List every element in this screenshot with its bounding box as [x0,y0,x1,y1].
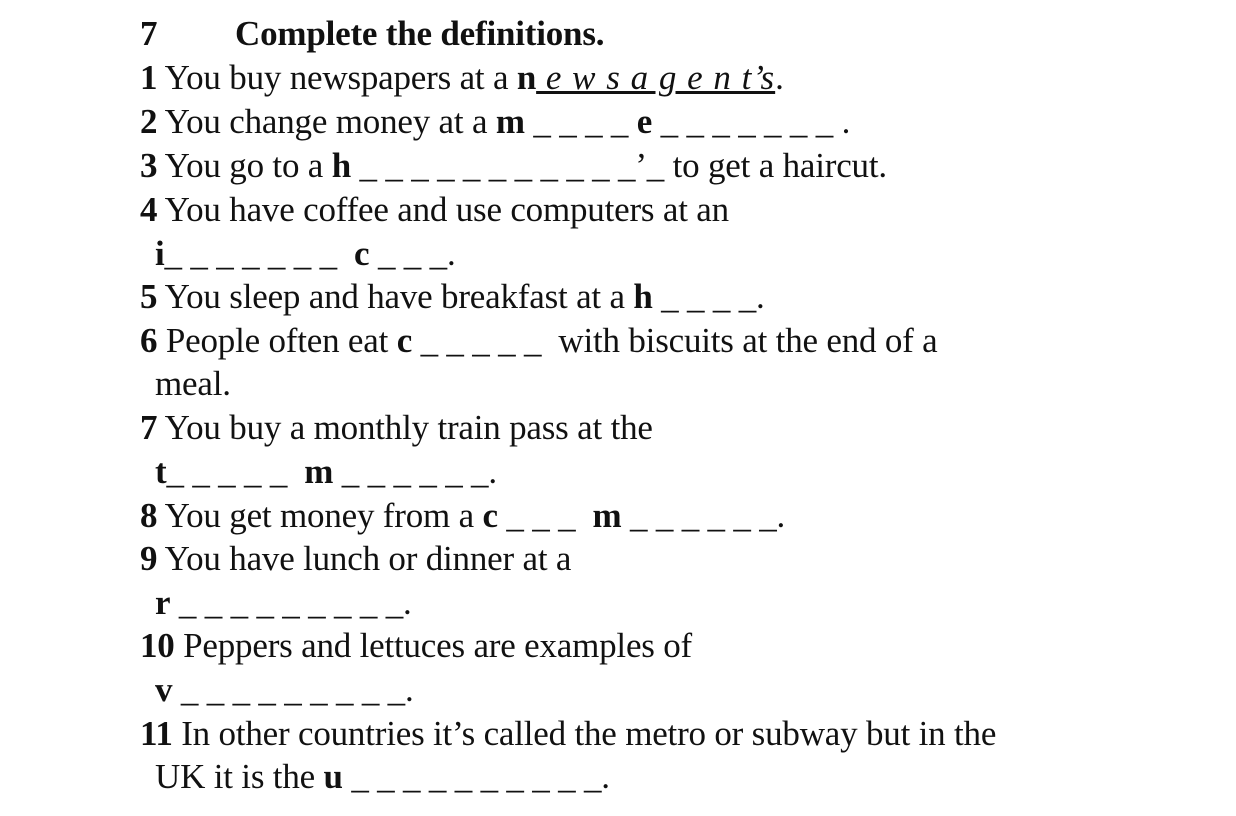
answer-gap[interactable]: _ _ _ _ _ _ _ _ _ _. [342,757,610,796]
item-text: In other countries it’s called the metro or subway but in the [172,714,997,753]
item-text: You buy newspapers at a [157,58,517,97]
answer-gap[interactable]: _ _ _. [369,234,456,273]
answer-gap[interactable]: _ _ _ _ _ _. [333,452,497,491]
first-letter: u [323,757,343,796]
item-3 [140,146,887,186]
item-4-continuation [155,234,456,274]
item-end: . [775,58,784,97]
item-number: 9 [140,539,158,578]
item-number: 10 [140,626,175,665]
item-9-continuation [155,583,412,623]
first-letter: m [495,102,525,141]
item-text: You have lunch or dinner at a [157,539,572,578]
item-10 [140,626,692,666]
item-number: 3 [140,146,158,185]
item-8 [140,496,785,536]
item-text: UK it is the [155,757,324,796]
answer-gap[interactable]: _ _ _ _. [652,277,765,316]
item-6-continuation [155,364,231,404]
exercise-number: 7 [140,14,158,53]
item-text: You sleep and have breakfast at a [157,277,634,316]
item-number: 2 [140,102,158,141]
item-text: You change money at a [157,102,496,141]
item-number: 1 [140,58,158,97]
first-letter: c [396,321,413,360]
answer-gap[interactable]: _ _ _ _ _ _ _ _ _. [170,583,412,622]
exercise-title [140,14,604,54]
first-letter: n [516,58,537,97]
item-number: 7 [140,408,158,447]
answer-gap[interactable]: _ _ _ [497,496,593,535]
item-text: meal. [155,364,231,403]
item-4 [140,190,729,230]
answer-gap[interactable]: _ _ _ _ _ _. [621,496,786,535]
second-letter: m [304,452,334,491]
item-number: 6 [140,321,158,360]
exercise-instruction: Complete the definitions. [235,14,605,53]
answer-gap[interactable]: _ _ _ _ _ _ _ _ _ _ _’_ [350,146,673,185]
item-text: You have coffee and use computers at an [157,190,729,229]
second-letter: m [592,496,622,535]
first-letter: i [155,234,165,273]
item-text-after: to get a haircut. [672,146,887,185]
answer-gap[interactable]: _ _ _ _ [524,102,637,141]
answer-gap[interactable]: _ _ _ _ _ [412,321,559,360]
item-number: 11 [140,714,173,753]
first-letter: r [155,583,171,622]
item-1 [140,58,784,98]
item-text: You buy a monthly train pass at the [157,408,653,447]
item-6 [140,321,938,361]
item-2 [140,102,850,142]
item-text-after: with biscuits at the end of a [558,321,938,360]
item-7-continuation [155,452,497,492]
answer-gap[interactable]: _ _ _ _ _ _ _ [164,234,355,273]
item-number: 4 [140,190,158,229]
second-letter: c [354,234,370,273]
item-10-continuation [155,670,414,710]
item-text: You get money from a [157,496,483,535]
item-7 [140,408,653,448]
item-9 [140,539,571,579]
item-text: Peppers and lettuces are examples of [174,626,693,665]
answer-gap[interactable]: _ _ _ _ _ [166,452,305,491]
item-text: You go to a [157,146,332,185]
item-5 [140,277,765,317]
first-letter: t [155,452,167,491]
first-letter: c [482,496,498,535]
item-11 [140,714,996,754]
item-number: 5 [140,277,158,316]
item-11-continuation [155,757,610,797]
second-letter: e [636,102,653,141]
answer-gap[interactable]: _ _ _ _ _ _ _ _ _. [172,670,414,709]
first-letter: h [331,146,351,185]
example-answer: e w s a g e n t’s [536,58,776,97]
answer-gap[interactable]: _ _ _ _ _ _ _ . [652,102,851,141]
item-text: People often eat [157,321,397,360]
item-number: 8 [140,496,158,535]
first-letter: v [155,670,173,709]
first-letter: h [633,277,653,316]
